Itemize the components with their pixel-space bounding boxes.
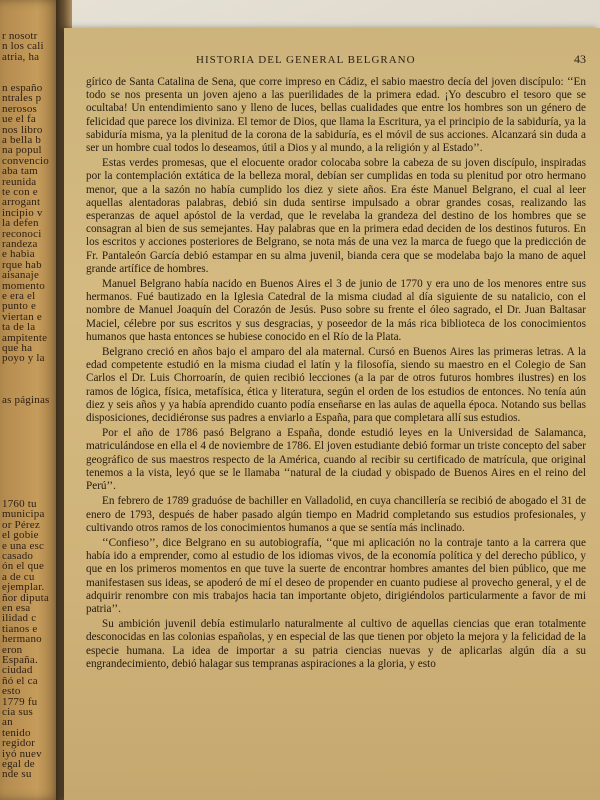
- left-page-fragment: e habia: [2, 248, 35, 261]
- left-page-fragment: n los cali: [2, 40, 44, 53]
- left-page-fragment: municipa: [2, 508, 45, 521]
- left-page-fragment: ntrales p: [2, 92, 42, 105]
- left-page-fragment: ta de la: [2, 321, 36, 334]
- left-page-fragment: España.: [2, 654, 38, 666]
- left-page-fragment: arrogant: [2, 196, 41, 209]
- paragraph: gírico de Santa Catalina de Sena, que corre impreso en Cádiz, el sabio maestro decía del joven discípulo: ‘‘En todo se nos presenta un joven ajeno a las puerilidades de la primera edad. ¡Yo descubro el tesoro que se ocultaba! Un entendimiento sano y lleno de luces, bellas cualidades que entre los hombres son un género de felicidad que parece los diviniza. El temor de Dios, que llama la Escritura, ya el principio de la sabiduría, ya la sabiduría misma, ya la plenitud de la corona de la sabiduría, es el móvil de sus acciones. Alcanzará sin duda a ser un hombre cual todos lo deseamos, útil a Dios y al mundo, a la religión y al Estado’’.: [86, 76, 586, 155]
- left-page-fragment: 1779 fu: [2, 695, 38, 708]
- left-page-fragment: or Pérez: [2, 518, 40, 531]
- left-page-fragment: tianos e: [2, 622, 38, 635]
- page-content: [86, 52, 586, 673]
- left-page-fragment: ón el que: [2, 560, 45, 573]
- left-page-fragment: ilidad c: [2, 612, 37, 625]
- left-page-fragment: poyo y la: [2, 352, 45, 365]
- left-page-fragment: reunida: [2, 175, 37, 188]
- left-page-fragment: atria, ha: [2, 50, 40, 63]
- left-page-fragment: punto e: [2, 300, 37, 313]
- left-page-fragment: a bella b: [2, 134, 42, 146]
- left-page-fragment: te con e: [2, 186, 38, 198]
- left-page-fragment: ñó el ca: [2, 674, 38, 687]
- paragraph: En febrero de 1789 graduóse de bachiller en Valladolid, en cuya chancillería se recibió de abogado el 31 de enero de 1793, después de haber pasado algún tiempo en Madrid completando sus estudios profesionales, y cultivando otros ramos de los conocimientos humanos a que se sentía más inclinado.: [86, 495, 586, 534]
- left-page-fragment: aba tam: [2, 165, 38, 178]
- left-page-fragment: eron: [2, 643, 23, 656]
- left-page-fragment: randeza: [2, 238, 38, 250]
- paragraph: Por el año de 1786 pasó Belgrano a España, donde estudió leyes en la Universidad de Salamanca, matriculándose en ella el 4 de noviembre de 1786. El joven estudiante debió formar un triste concepto del saber geográfico de sus maestros respecto de la América, cuando al recibir su certificado de matrícula, que original tenemos a la vista, leyó que se le llamaba ‘‘natural de la ciudad y obispado de Buenos Aires en el reino del Perú’’.: [86, 427, 586, 493]
- paragraph: Estas verdes promesas, que el elocuente orador colocaba sobre la cabeza de su joven discípulo, inspiradas por la contemplación extática de la belleza moral, debían ser cumplidas en toda su plenitud por otro hermano menor, que a la sazón no había cumplido los diez y siete años. Era éste Manuel Belgrano, el cual al leer aquellas alentadoras palabras, debió sin duda sentirse impulsado a obrar grandes cosas, realizando las esperanzas de aquel apóstol de la verdad, que le revelaba la grandeza del destino de los hombres que se consagran al bien de sus semejantes. Hay palabras que en la primera edad deciden de los destinos futuros. En los escritos y acciones posteriores de Belgrano, se nota más de una vez la marca de fuego que la predicción de Fr. Pantaleón García debió estampar en su alma juvenil, bianda cera que se modelaba bajo la mano de aquel grande artífice de hombres.: [86, 157, 586, 275]
- left-page-fragment: as páginas: [2, 394, 50, 406]
- page-number: 43: [574, 52, 586, 66]
- left-page-fragment: convencio: [2, 154, 50, 167]
- left-page-fragment: 1760 tu: [2, 498, 37, 510]
- left-page-fragment: n españo: [2, 82, 43, 94]
- left-page-fragment: ejemplar.: [2, 581, 45, 594]
- left-page-fragment: e era el: [2, 290, 36, 302]
- left-page-fragment: a de cu: [2, 570, 35, 583]
- left-page-fragment: ciudad: [2, 664, 33, 677]
- previous-page-edge: [0, 0, 62, 800]
- left-page-fragment: nos libro: [2, 123, 43, 136]
- left-page-fragment: ue el fa: [2, 113, 36, 126]
- paragraph: Belgrano creció en años bajo el amparo del ala maternal. Cursó en Buenos Aires las primeras letras. A la edad competente estudió en la misma ciudad el latín y la filosofía, siendo su maestro en el Colegio de San Carlos el Dr. Luis Chorroarín, de quien recibió lecciones (a la par de otros futuros hombres ilustres) en los ramos de lógica, física, metafísica, ética y literatura, según el orden de los estudios de entonces. No tenía aún diez y seis años y ya había aprendido cuanto podía enseñarse en las aulas de aquella época. Notando sus bellas disposiciones, decidiéronse sus padres a enviarlo a España, para que completara allí sus estudios.: [86, 346, 586, 425]
- left-page-fragment: rque hab: [2, 258, 42, 271]
- left-page-fragment: ampitente: [2, 331, 48, 344]
- paragraph: Su ambición juvenil debía estimularlo naturalmente al cultivo de aquellas ciencias que eran totalmente desconocidas en las colonias españolas, y en especial de las que tienen por objeto la mejora y la felicidad de la especie humana. La idea de importar a su patria ciencias nuevas y de aplicarlas algún día a su engrandecimiento, debió halagar sus tempranas aspiraciones a la gloria, y esto: [86, 618, 586, 670]
- left-page-fragment: e una esc: [2, 539, 45, 552]
- left-page-fragment: na popul: [2, 144, 42, 157]
- left-page-fragment: regidor: [2, 737, 36, 750]
- left-page-fragment: tenido: [2, 726, 31, 739]
- body-text: [86, 76, 586, 671]
- left-page-fragment: viertan e: [2, 310, 42, 323]
- left-page-fragment: la defen: [2, 217, 39, 230]
- left-page-fragment: ñor diputa: [2, 591, 49, 604]
- left-page-fragment: aisanaje: [2, 269, 40, 282]
- left-page-fragment: nerosos: [2, 102, 38, 115]
- left-page-fragment: an: [2, 716, 13, 729]
- running-header: [86, 52, 586, 70]
- left-page-fragment: cia sus: [2, 706, 34, 718]
- left-page-fragment: nde su: [2, 768, 32, 781]
- left-page-fragment: r nosotr: [2, 30, 38, 42]
- left-page-fragment: en esa: [2, 602, 31, 614]
- left-page-fragment: momento: [2, 279, 45, 292]
- left-page-fragment: reconoci: [2, 227, 42, 240]
- left-page-fragment: el gobie: [2, 529, 39, 542]
- left-page-fragment: iyó nuev: [2, 747, 42, 760]
- left-page-fragment: que ha: [2, 342, 33, 354]
- paragraph: Manuel Belgrano había nacido en Buenos Aires el 3 de junio de 1770 y era uno de los menores entre sus hermanos. Fué bautizado en la Iglesia Catedral de la misma ciudad al día siguiente de su natalicio, con el nombre de Manuel Joaquín del Corazón de Jesús. Puso sobre su frente el óleo sagrado, el Dr. Juan Baltasar Maciel, célebre por sus escritos y sus desgracias, y poseedor de la más rica biblioteca de los conocimientos humanos que hasta entonces se hubiese conocido en el Río de la Plata.: [86, 278, 586, 343]
- left-page-fragment: incipio v: [2, 206, 43, 219]
- paragraph: ‘‘Confieso’’, dice Belgrano en su autobiografía, ‘‘que mi aplicación no la contraje tanto a la carrera que había ido a emprender, como al estudio de los idiomas vivos, de la economía política y del derecho público, y que en los primeros momentos en que tuve la suerte de encontrar hombres amantes del bien público, que me manifestasen sus ideas, se apoderó de mí el deseo de propender en cuanto pudiese al provecho general, y el de adquirir renombre con mis trabajos hacia tan importante objeto, dirigiéndolos particularmente a favor de mi patria’’.: [86, 536, 586, 615]
- running-head-title: HISTORIA DEL GENERAL BELGRANO: [196, 54, 416, 66]
- left-page-fragment: casado: [2, 550, 34, 562]
- book-page: [64, 28, 600, 800]
- left-page-fragment: esto: [2, 685, 21, 698]
- left-page-fragment: hermano: [2, 633, 42, 646]
- left-page-fragment: egal de: [2, 758, 35, 770]
